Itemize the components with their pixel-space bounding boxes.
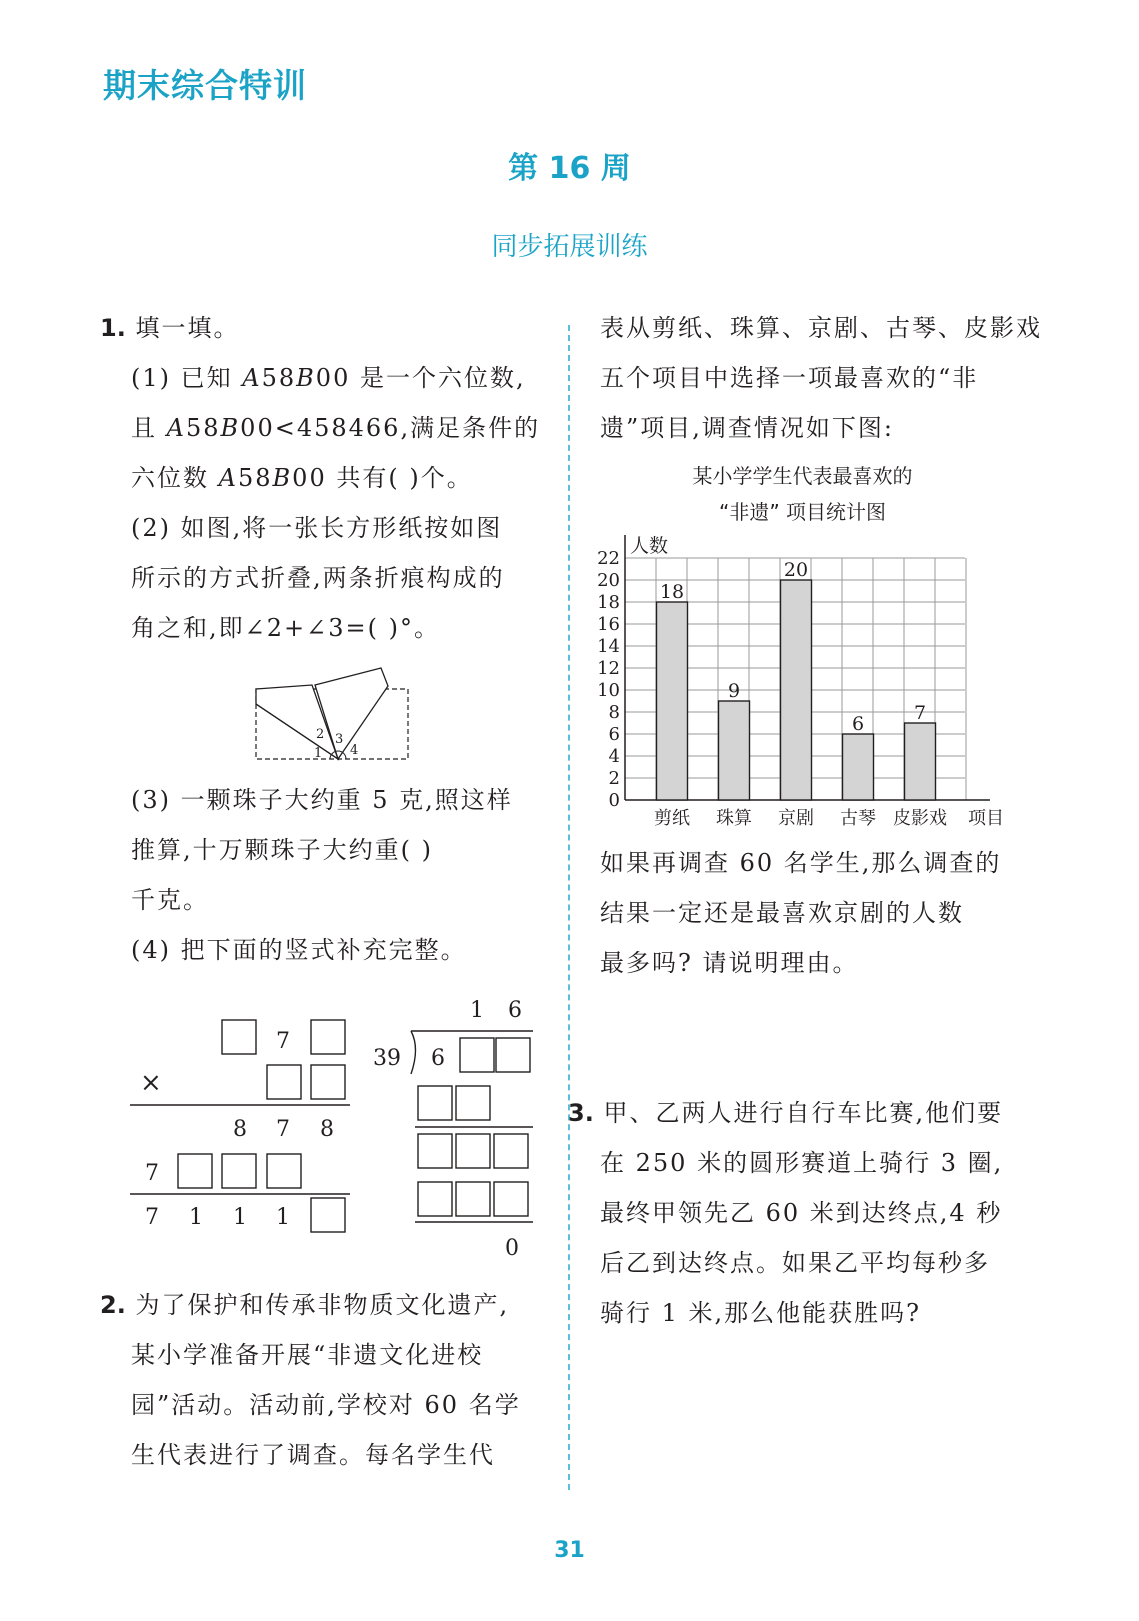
- bar: [843, 734, 874, 800]
- x-tick-label: 皮影戏: [893, 808, 947, 829]
- y-tick-label: 14: [597, 636, 620, 657]
- column-divider: [568, 325, 570, 1490]
- blank-box[interactable]: [456, 1182, 490, 1216]
- y-tick-label: 12: [597, 658, 620, 679]
- blank-box[interactable]: [494, 1134, 528, 1168]
- section-title: 期末综合特训: [103, 66, 307, 105]
- blank-box[interactable]: [456, 1086, 490, 1120]
- result-digit: 1: [189, 1205, 203, 1230]
- y-tick-label: 16: [597, 614, 620, 635]
- bar: [781, 580, 812, 800]
- bar: [905, 723, 936, 800]
- blank-box[interactable]: [460, 1038, 494, 1072]
- q2-line2: 某小学准备开展“非遗文化进校: [131, 1341, 484, 1369]
- q1-title: 填一填。: [135, 314, 240, 342]
- bar-chart: [590, 525, 1020, 835]
- q2-line8: 如果再调查 60 名学生,那么调查的: [600, 849, 1002, 877]
- blank-box[interactable]: [311, 1198, 345, 1232]
- folding-figure: [250, 660, 415, 765]
- q1-p2-line3: 角之和,即∠2+∠3=( )°。: [131, 614, 440, 642]
- q3-line1: 3. 甲、乙两人进行自行车比赛,他们要: [568, 1099, 1004, 1127]
- blank-box[interactable]: [222, 1020, 256, 1054]
- multiplication-vertical: [125, 1012, 360, 1237]
- q2-number: 2.: [100, 1291, 126, 1319]
- chart-title-line2: “非遗” 项目统计图: [718, 500, 887, 524]
- q1-p4-line1: (4) 把下面的竖式补充完整。: [131, 936, 467, 964]
- partial-digit: 7: [276, 1117, 290, 1142]
- bar-value-label: 20: [783, 559, 809, 581]
- division-bracket: [411, 1031, 416, 1074]
- bar-value-label: 18: [659, 581, 685, 603]
- q2-line9: 结果一定还是最喜欢京剧的人数: [600, 899, 964, 927]
- subtitle: 同步拓展训练: [491, 232, 648, 262]
- dividend-digit: 6: [431, 1046, 445, 1071]
- q1-p3-line3: 千克。: [131, 886, 209, 914]
- blank-box[interactable]: [496, 1038, 530, 1072]
- y-tick-label: 4: [608, 746, 620, 767]
- bar-value-label: 7: [913, 702, 927, 724]
- q2-line4: 生代表进行了调查。每名学生代: [131, 1441, 495, 1469]
- q2-line5: 表从剪纸、珠算、京剧、古琴、皮影戏: [600, 314, 1042, 342]
- angle-label-3: 3: [335, 732, 344, 747]
- y-tick-label: 18: [597, 592, 620, 613]
- blank-box[interactable]: [267, 1154, 301, 1188]
- q3-line4: 后乙到达终点。如果乙平均每秒多: [600, 1249, 990, 1277]
- y-tick-label: 20: [597, 570, 620, 591]
- q1-p1-line2: 且 A58B00<458466,满足条件的: [131, 414, 541, 442]
- blank-box[interactable]: [178, 1154, 212, 1188]
- q3-line2: 在 250 米的圆形赛道上骑行 3 圈,: [600, 1149, 1004, 1177]
- x-tick-label: 剪纸: [654, 808, 690, 829]
- week-title: 第 16 周: [508, 151, 631, 186]
- q2-line1: 2. 为了保护和传承非物质文化遗产,: [100, 1291, 510, 1319]
- partial-digit: 8: [320, 1117, 334, 1142]
- quotient-digit: 1: [470, 998, 484, 1023]
- q1-p3-line2: 推算,十万颗珠子大约重( ): [131, 836, 433, 864]
- blank-box[interactable]: [418, 1086, 452, 1120]
- remainder: 0: [505, 1236, 519, 1261]
- angle-label-2: 2: [316, 727, 325, 742]
- bar-value-label: 9: [727, 680, 741, 702]
- q1-heading: [100, 313, 239, 343]
- q2-line7: 遗”项目,调查情况如下图:: [600, 414, 894, 442]
- q2-line10: 最多吗? 请说明理由。: [600, 949, 859, 977]
- y-tick-label: 10: [597, 680, 620, 701]
- result-digit: 1: [276, 1205, 290, 1230]
- q3-line3: 最终甲领先乙 60 米到达终点,4 秒: [600, 1199, 1003, 1227]
- q3-number: 3.: [568, 1099, 594, 1127]
- q1-p2-line1: (2) 如图,将一张长方形纸按如图: [131, 514, 503, 542]
- result-digit: 1: [233, 1205, 247, 1230]
- q1-p1-line3: 六位数 A58B00 共有( )个。: [131, 464, 473, 492]
- angle-label-1: 1: [314, 746, 323, 761]
- q2-line6: 五个项目中选择一项最喜欢的“非: [600, 364, 979, 392]
- partial-digit: 8: [233, 1117, 247, 1142]
- blank-box[interactable]: [267, 1065, 301, 1099]
- times-sign: ×: [140, 1068, 162, 1098]
- blank-box[interactable]: [311, 1065, 345, 1099]
- page-number: 31: [554, 1538, 585, 1563]
- quotient-digit: 6: [508, 998, 522, 1023]
- y-axis-label: 人数: [630, 535, 669, 557]
- blank-box[interactable]: [311, 1020, 345, 1054]
- result-digit: 7: [145, 1205, 159, 1230]
- x-tick-label: 古琴: [840, 808, 876, 829]
- blank-box[interactable]: [418, 1134, 452, 1168]
- blank-box[interactable]: [222, 1154, 256, 1188]
- x-axis-label: 项目: [968, 808, 1004, 829]
- blank-box[interactable]: [494, 1182, 528, 1216]
- bar: [719, 701, 750, 800]
- y-tick-label: 2: [608, 768, 620, 789]
- partial-digit: 7: [145, 1161, 159, 1186]
- blank-box[interactable]: [456, 1134, 490, 1168]
- blank-box[interactable]: [418, 1182, 452, 1216]
- q1-p1-line1: (1) 已知 A58B00 是一个六位数,: [131, 364, 526, 392]
- y-tick-label: 22: [597, 548, 620, 569]
- y-tick-label: 6: [608, 724, 620, 745]
- x-tick-label: 珠算: [716, 808, 752, 829]
- bar: [657, 602, 688, 800]
- q1-number: 1.: [100, 314, 126, 342]
- q2-line3: 园”活动。活动前,学校对 60 名学: [131, 1391, 521, 1419]
- long-division: [365, 990, 540, 1265]
- chart-title-line1: 某小学学生代表最喜欢的: [692, 464, 913, 488]
- q1-p2-line2: 所示的方式折叠,两条折痕构成的: [131, 564, 505, 592]
- q3-line5: 骑行 1 米,那么他能获胜吗?: [600, 1299, 922, 1327]
- divisor: 39: [373, 1046, 401, 1071]
- y-tick-label: 0: [608, 790, 620, 811]
- bar-value-label: 6: [851, 713, 865, 735]
- y-tick-label: 8: [608, 702, 620, 723]
- mult-digit: 7: [276, 1029, 290, 1054]
- angle-label-4: 4: [350, 743, 359, 758]
- q1-p3-line1: (3) 一颗珠子大约重 5 克,照这样: [131, 786, 513, 814]
- x-tick-label: 京剧: [778, 808, 814, 829]
